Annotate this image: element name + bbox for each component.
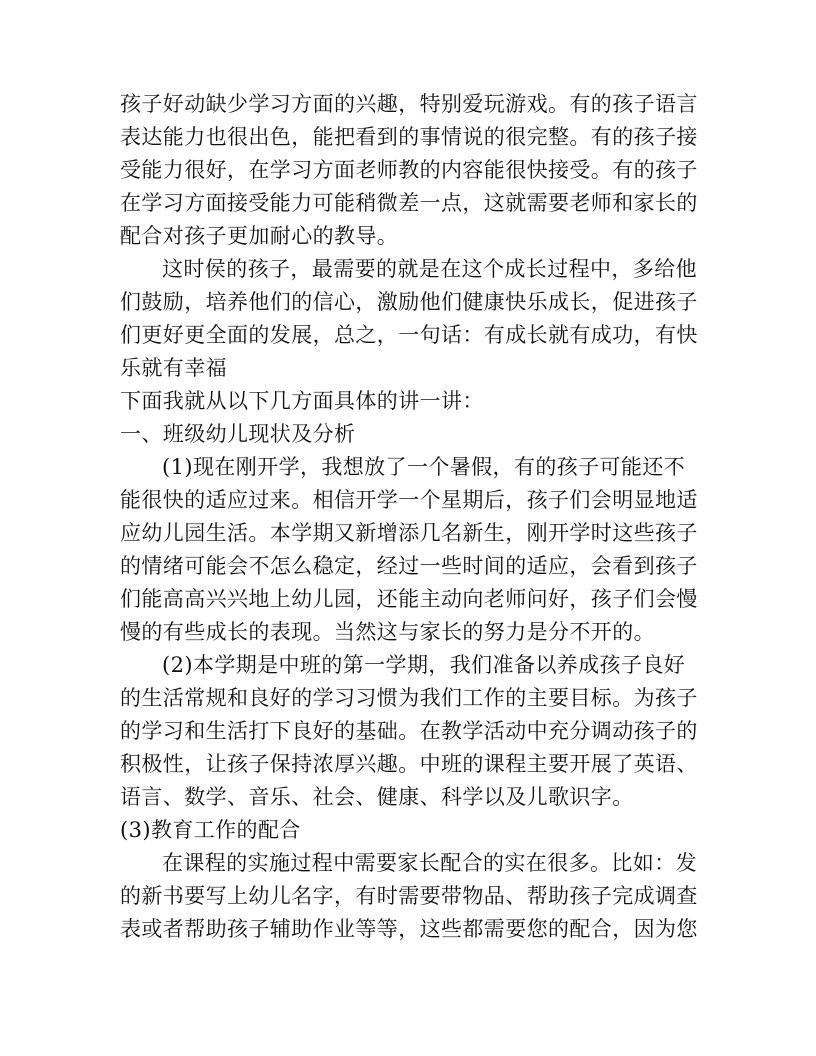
paragraph-point-2 (120, 649, 698, 814)
text-line: 的情绪可能会不怎么稳定，经过一些时间的适应，会看到孩子 (120, 554, 698, 578)
section-heading-class-status (120, 418, 698, 451)
text-line: 下面我就从以下几方面具体的讲一讲： (120, 389, 484, 413)
text-line: (2)本学期是中班的第一学期，我们准备以养成孩子良好 (162, 653, 686, 677)
text-line: 能很快的适应过来。相信开学一个星期后，孩子们会明显地适 (120, 488, 698, 512)
text-line: 们能高高兴兴地上幼儿园，还能主动向老师问好，孩子们会慢 (120, 587, 698, 611)
text-line: 语言、数学、音乐、社会、健康、科学以及儿歌识字。 (120, 785, 634, 809)
text-line: 们更好更全面的发展，总之，一句话：有成长就有成功，有快 (120, 323, 698, 347)
text-line: 在学习方面接受能力可能稍微差一点，这就需要老师和家长的 (120, 191, 698, 215)
section-heading-education-cooperation (120, 814, 698, 847)
text-line: 表或者帮助孩子辅助作业等等，这些都需要您的配合，因为您 (120, 917, 698, 941)
paragraph-intro (120, 385, 698, 418)
text-line: 们鼓励，培养他们的信心，激励他们健康快乐成长，促进孩子 (120, 290, 698, 314)
section-heading: (3)教育工作的配合 (120, 818, 301, 842)
text-line: 的学习和生活打下良好的基础。在教学活动中充分调动孩子的 (120, 719, 698, 743)
paragraph-encouragement (120, 253, 698, 385)
paragraph-children-abilities (120, 88, 698, 253)
text-line: 在课程的实施过程中需要家长配合的实在很多。比如：发 (162, 851, 697, 875)
text-line: 乐就有幸福 (120, 356, 227, 380)
document-body (120, 88, 698, 946)
text-line: 积极性，让孩子保持浓厚兴趣。中班的课程主要开展了英语、 (120, 752, 698, 776)
text-line: 的生活常规和良好的学习习惯为我们工作的主要目标。为孩子 (120, 686, 698, 710)
paragraph-point-1 (120, 451, 698, 649)
text-line: 配合对孩子更加耐心的教导。 (120, 224, 399, 248)
text-line: 慢的有些成长的表现。当然这与家长的努力是分不开的。 (120, 620, 655, 644)
text-line: 孩子好动缺少学习方面的兴趣，特别爱玩游戏。有的孩子语言 (120, 92, 698, 116)
text-line: 应幼儿园生活。本学期又新增添几名新生，刚开学时这些孩子 (120, 521, 698, 545)
text-line: (1)现在刚开学，我想放了一个暑假，有的孩子可能还不 (162, 455, 686, 479)
text-line: 表达能力也很出色，能把看到的事情说的很完整。有的孩子接 (120, 125, 698, 149)
paragraph-point-3 (120, 847, 698, 946)
section-heading: 一、班级幼儿现状及分析 (120, 422, 356, 446)
text-line: 的新书要写上幼儿名字，有时需要带物品、帮助孩子完成调查 (120, 884, 698, 908)
text-line: 受能力很好，在学习方面老师教的内容能很快接受。有的孩子 (120, 158, 698, 182)
text-line: 这时侯的孩子，最需要的就是在这个成长过程中，多给他 (162, 257, 697, 281)
